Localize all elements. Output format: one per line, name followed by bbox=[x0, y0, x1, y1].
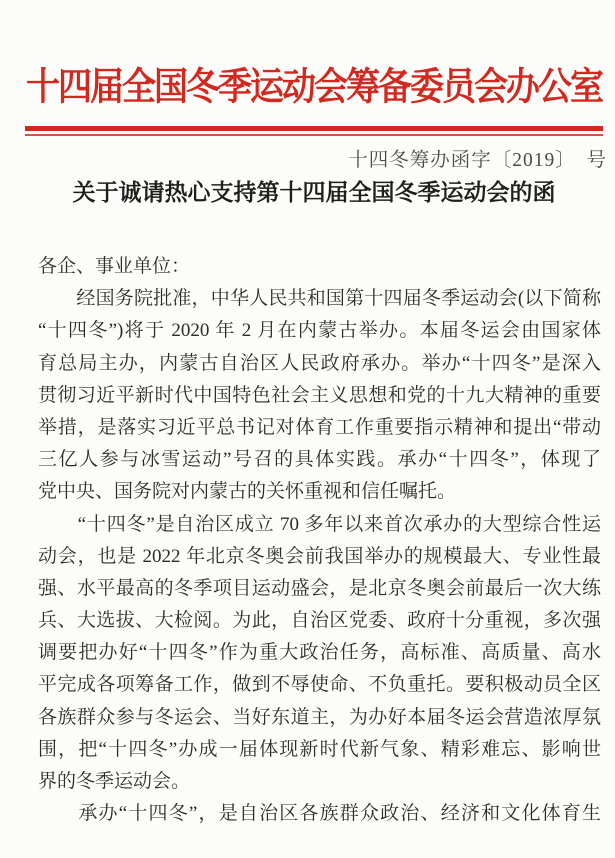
body-line: 动会，也是 2022 年北京冬奥会前我国举办的规模最大、专业性最 bbox=[38, 545, 601, 567]
letterhead-divider-thick bbox=[25, 126, 603, 131]
reference-number: 十四冬筹办函字〔2019〕 号 bbox=[348, 150, 607, 171]
body-line: 承办“十四冬”，是自治区各族群众政治、经济和文化体育生 bbox=[38, 803, 601, 825]
body-line-salutation: 各企、事业单位： bbox=[38, 256, 191, 277]
body-line: “十四冬”是自治区成立 70 多年以来首次承办的大型综合性运 bbox=[38, 513, 601, 535]
body-line: 平完成各项筹备工作，做到不辱使命、不负重托。要积极动员全区 bbox=[38, 674, 601, 696]
body-line: 党中央、国务院对内蒙古的关怀重视和信任嘱托。 bbox=[38, 481, 457, 503]
body-line: 界的冬季运动会。 bbox=[38, 771, 191, 792]
body-line: 育总局主办，内蒙古自治区人民政府承办。举办“十四冬”是深入 bbox=[38, 352, 601, 374]
body-line: 兵、大选拔、大检阅。为此，自治区党委、政府十分重视，多次强 bbox=[38, 610, 601, 632]
body-line: 经国务院批准，中华人民共和国第十四届冬季运动会(以下简称 bbox=[38, 288, 601, 310]
body-line: “十四冬”)将于 2020 年 2 月在内蒙古举办。本届冬运会由国家体 bbox=[38, 320, 601, 342]
letterhead-divider-thin bbox=[25, 134, 603, 136]
document-title: 关于诚请热心支持第十四届全国冬季运动会的函 bbox=[72, 180, 556, 205]
body-line: 举措，是落实习近平总书记对体育工作重要指示精神和提出“带动 bbox=[38, 416, 601, 438]
document-body bbox=[38, 251, 601, 830]
letterhead-title: 十四届全国冬季运动会筹备委员会办公室 bbox=[26, 67, 602, 109]
body-line: 围，把“十四冬”办成一届体现新时代新气象、精彩难忘、影响世 bbox=[38, 738, 601, 760]
body-line: 强、水平最高的冬季项目运动盛会，是北京冬奥会前最后一次大练 bbox=[38, 577, 601, 599]
body-line: 调要把办好“十四冬”作为重大政治任务，高标准、高质量、高水 bbox=[38, 642, 601, 664]
body-line: 三亿人参与冰雪运动”号召的具体实践。承办“十四冬”，体现了 bbox=[38, 449, 601, 471]
body-line: 各族群众参与冬运会、当好东道主，为办好本届冬运会营造浓厚氛 bbox=[38, 706, 601, 728]
body-line: 贯彻习近平新时代中国特色社会主义思想和党的十九大精神的重要 bbox=[38, 384, 601, 406]
